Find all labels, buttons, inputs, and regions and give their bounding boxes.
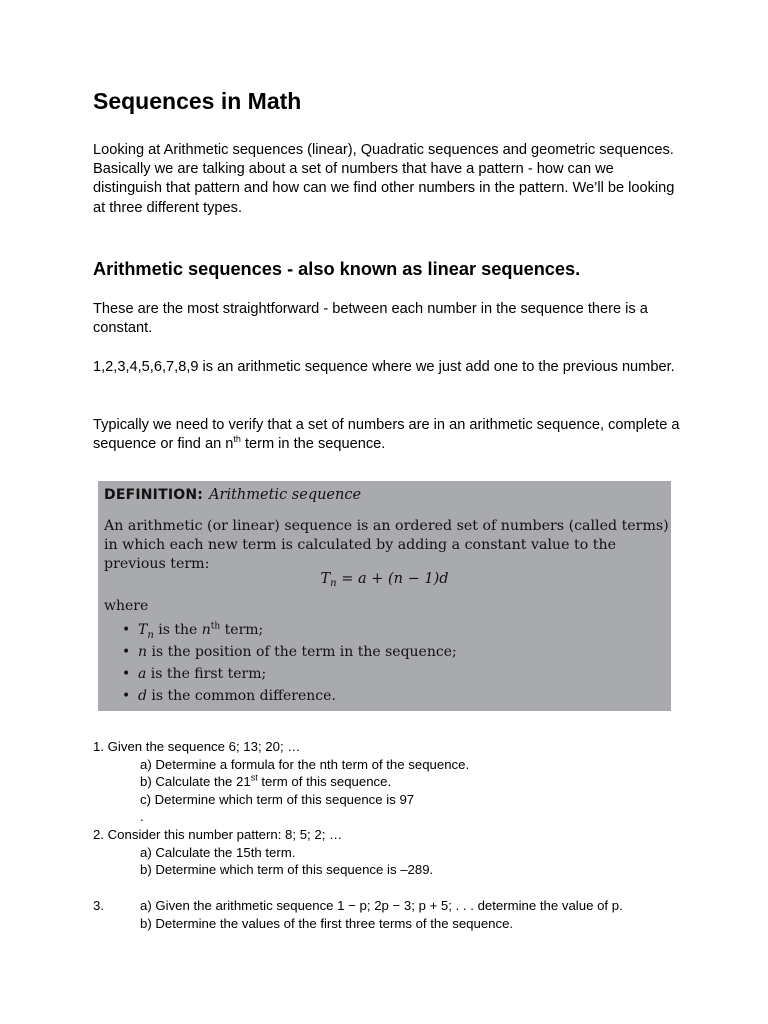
intro-line-2: Basically we are talking about a set of numbers that have a pattern - how can we distinguish that pattern and how can we find other numbers in the pattern. We’ll be looking at three different types.: [93, 161, 675, 216]
var-t: T: [138, 622, 148, 638]
formula-rest: = a + (n − 1)d: [336, 571, 449, 587]
formula-subscript: n: [330, 578, 337, 589]
exercise-3a: a) Given the arithmetic sequence 1 − p; 2p − 3; p + 5; . . . determine the value of p.: [140, 898, 623, 913]
intro-line-1: Looking at Arithmetic sequences (linear), Quadratic sequences and geometric sequences.: [93, 142, 674, 158]
superscript-th: th: [210, 621, 221, 632]
var-a: a: [138, 666, 147, 682]
constant-paragraph: These are the most straightforward - between each number in the sequence there is a constant.: [93, 301, 648, 337]
exercise-2a: a) Calculate the 15th term.: [140, 845, 296, 860]
stray-period: .: [140, 809, 144, 824]
intro-paragraph: [93, 141, 683, 218]
example-paragraph: 1,2,3,4,5,6,7,8,9 is an arithmetic sequence where we just add one to the previous number.: [93, 359, 675, 375]
typical-text-tail: term in the sequence.: [240, 436, 386, 453]
item-text: is the: [153, 622, 202, 638]
exercise-3b: b) Determine the values of the first three terms of the sequence.: [140, 916, 514, 931]
list-item: [122, 641, 457, 663]
definition-name: Arithmetic sequence: [209, 487, 362, 503]
superscript-th: th: [233, 434, 241, 445]
definition-box: [98, 481, 671, 711]
exercise-1b-text: b) Calculate the 21: [140, 774, 251, 789]
exercise-1b: [140, 773, 700, 790]
item-text: is the common difference.: [146, 688, 336, 704]
item-text: is the first term;: [146, 666, 267, 682]
definition-title: [104, 485, 361, 505]
exercise-1a: a) Determine a formula for the nth term of the sequence.: [140, 757, 470, 772]
formula-t: T: [320, 571, 331, 587]
list-item: [122, 619, 457, 641]
page-title: Sequences in Math: [93, 88, 302, 114]
exercise-3-number: 3.: [93, 898, 104, 913]
superscript-st: st: [250, 772, 258, 783]
exercise-2b: b) Determine which term of this sequence is –289.: [140, 862, 434, 877]
list-item: [122, 685, 457, 707]
definition-formula: [98, 569, 671, 594]
exercise-1c: c) Determine which term of this sequence is 97: [140, 792, 415, 807]
exercise-1b-tail: term of this sequence.: [257, 774, 392, 789]
var-n: n: [201, 622, 211, 638]
var-n: n: [138, 644, 148, 660]
exercise-1: 1. Given the sequence 6; 13; 20; …: [93, 739, 301, 754]
list-item: [122, 663, 457, 685]
var-subscript: n: [147, 629, 154, 641]
item-tail: term;: [220, 622, 264, 638]
definition-list: [122, 619, 457, 707]
typical-paragraph: [93, 416, 683, 454]
typical-text: Typically we need to verify that a set of numbers are in an arithmetic sequence, complete a sequence or find an n: [93, 417, 680, 453]
item-text: is the position of the term in the sequence;: [147, 644, 457, 660]
var-d: d: [138, 688, 147, 704]
definition-label: DEFINITION:: [104, 487, 204, 503]
section-heading: Arithmetic sequences - also known as linear sequences.: [93, 259, 581, 279]
exercise-2: 2. Consider this number pattern: 8; 5; 2; …: [93, 827, 343, 842]
definition-text: An arithmetic (or linear) sequence is an ordered set of numbers (called terms) in which each new term is calculated by adding a constant value to the previous term:: [104, 518, 669, 572]
definition-where: where: [104, 598, 149, 614]
